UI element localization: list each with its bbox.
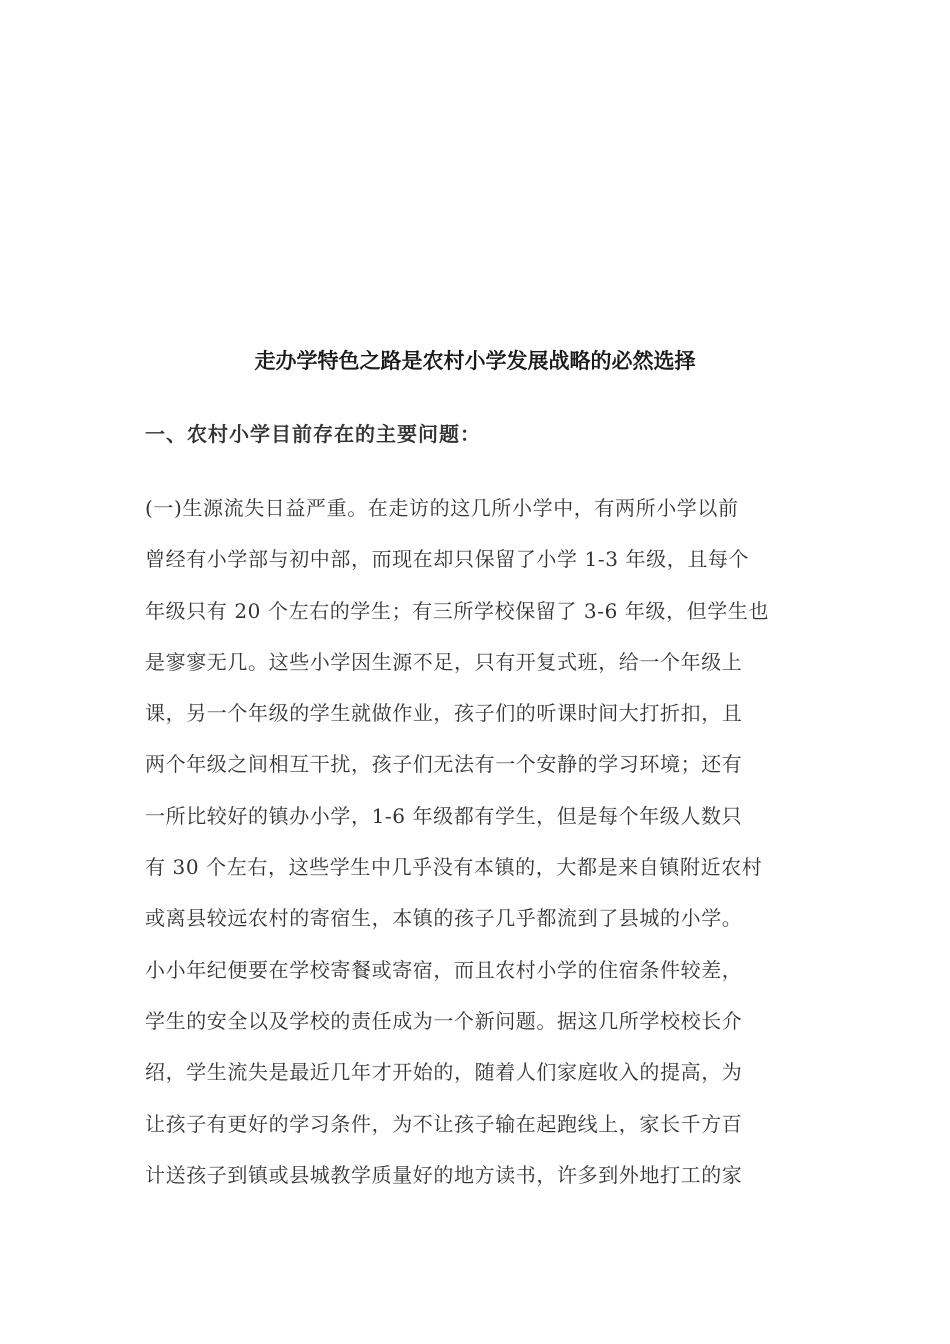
- body-line: (一)生源流失日益严重。在走访的这几所小学中，有两所小学以前: [145, 496, 739, 520]
- body-line: 有 30 个左右，这些学生中几乎没有本镇的，大都是来自镇附近农村: [145, 855, 763, 880]
- body-line: 让孩子有更好的学习条件，为不让孩子输在起跑线上，家长千方百: [145, 1111, 743, 1136]
- body-line: 年级只有 20 个左右的学生；有三所学校保留了 3-6 年级，但学生也: [145, 598, 770, 623]
- body-line: 小小年纪便要在学校寄餐或寄宿，而且农村小学的住宿条件较差，: [145, 957, 743, 982]
- body-line: 是寥寥无几。这些小学因生源不足，只有开复式班，给一个年级上: [145, 649, 743, 674]
- body-line: 一所比较好的镇办小学，1-6 年级都有学生，但是每个年级人数只: [145, 803, 743, 828]
- body-line: 绍，学生流失是最近几年才开始的，随着人们家庭收入的提高，为: [145, 1060, 743, 1085]
- body-line: 计送孩子到镇或县城教学质量好的地方读书，许多到外地打工的家: [145, 1162, 743, 1187]
- body-line: 课，另一个年级的学生就做作业，孩子们的听课时间大打折扣，且: [145, 701, 743, 726]
- body-line: 学生的安全以及学校的责任成为一个新问题。据这几所学校校长介: [145, 1008, 743, 1033]
- body-line: 或离县较远农村的寄宿生，本镇的孩子几乎都流到了县城的小学。: [145, 906, 743, 931]
- section-heading: 一、农村小学目前存在的主要问题：: [145, 422, 481, 446]
- body-line: 曾经有小学部与初中部，而现在却只保留了小学 1-3 年级，且每个: [145, 547, 750, 572]
- body-paragraph: [145, 488, 815, 1206]
- body-line: 两个年级之间相互干扰，孩子们无法有一个安静的学习环境；还有: [145, 752, 743, 777]
- document-title: 走办学特色之路是农村小学发展战略的必然选择: [254, 348, 696, 373]
